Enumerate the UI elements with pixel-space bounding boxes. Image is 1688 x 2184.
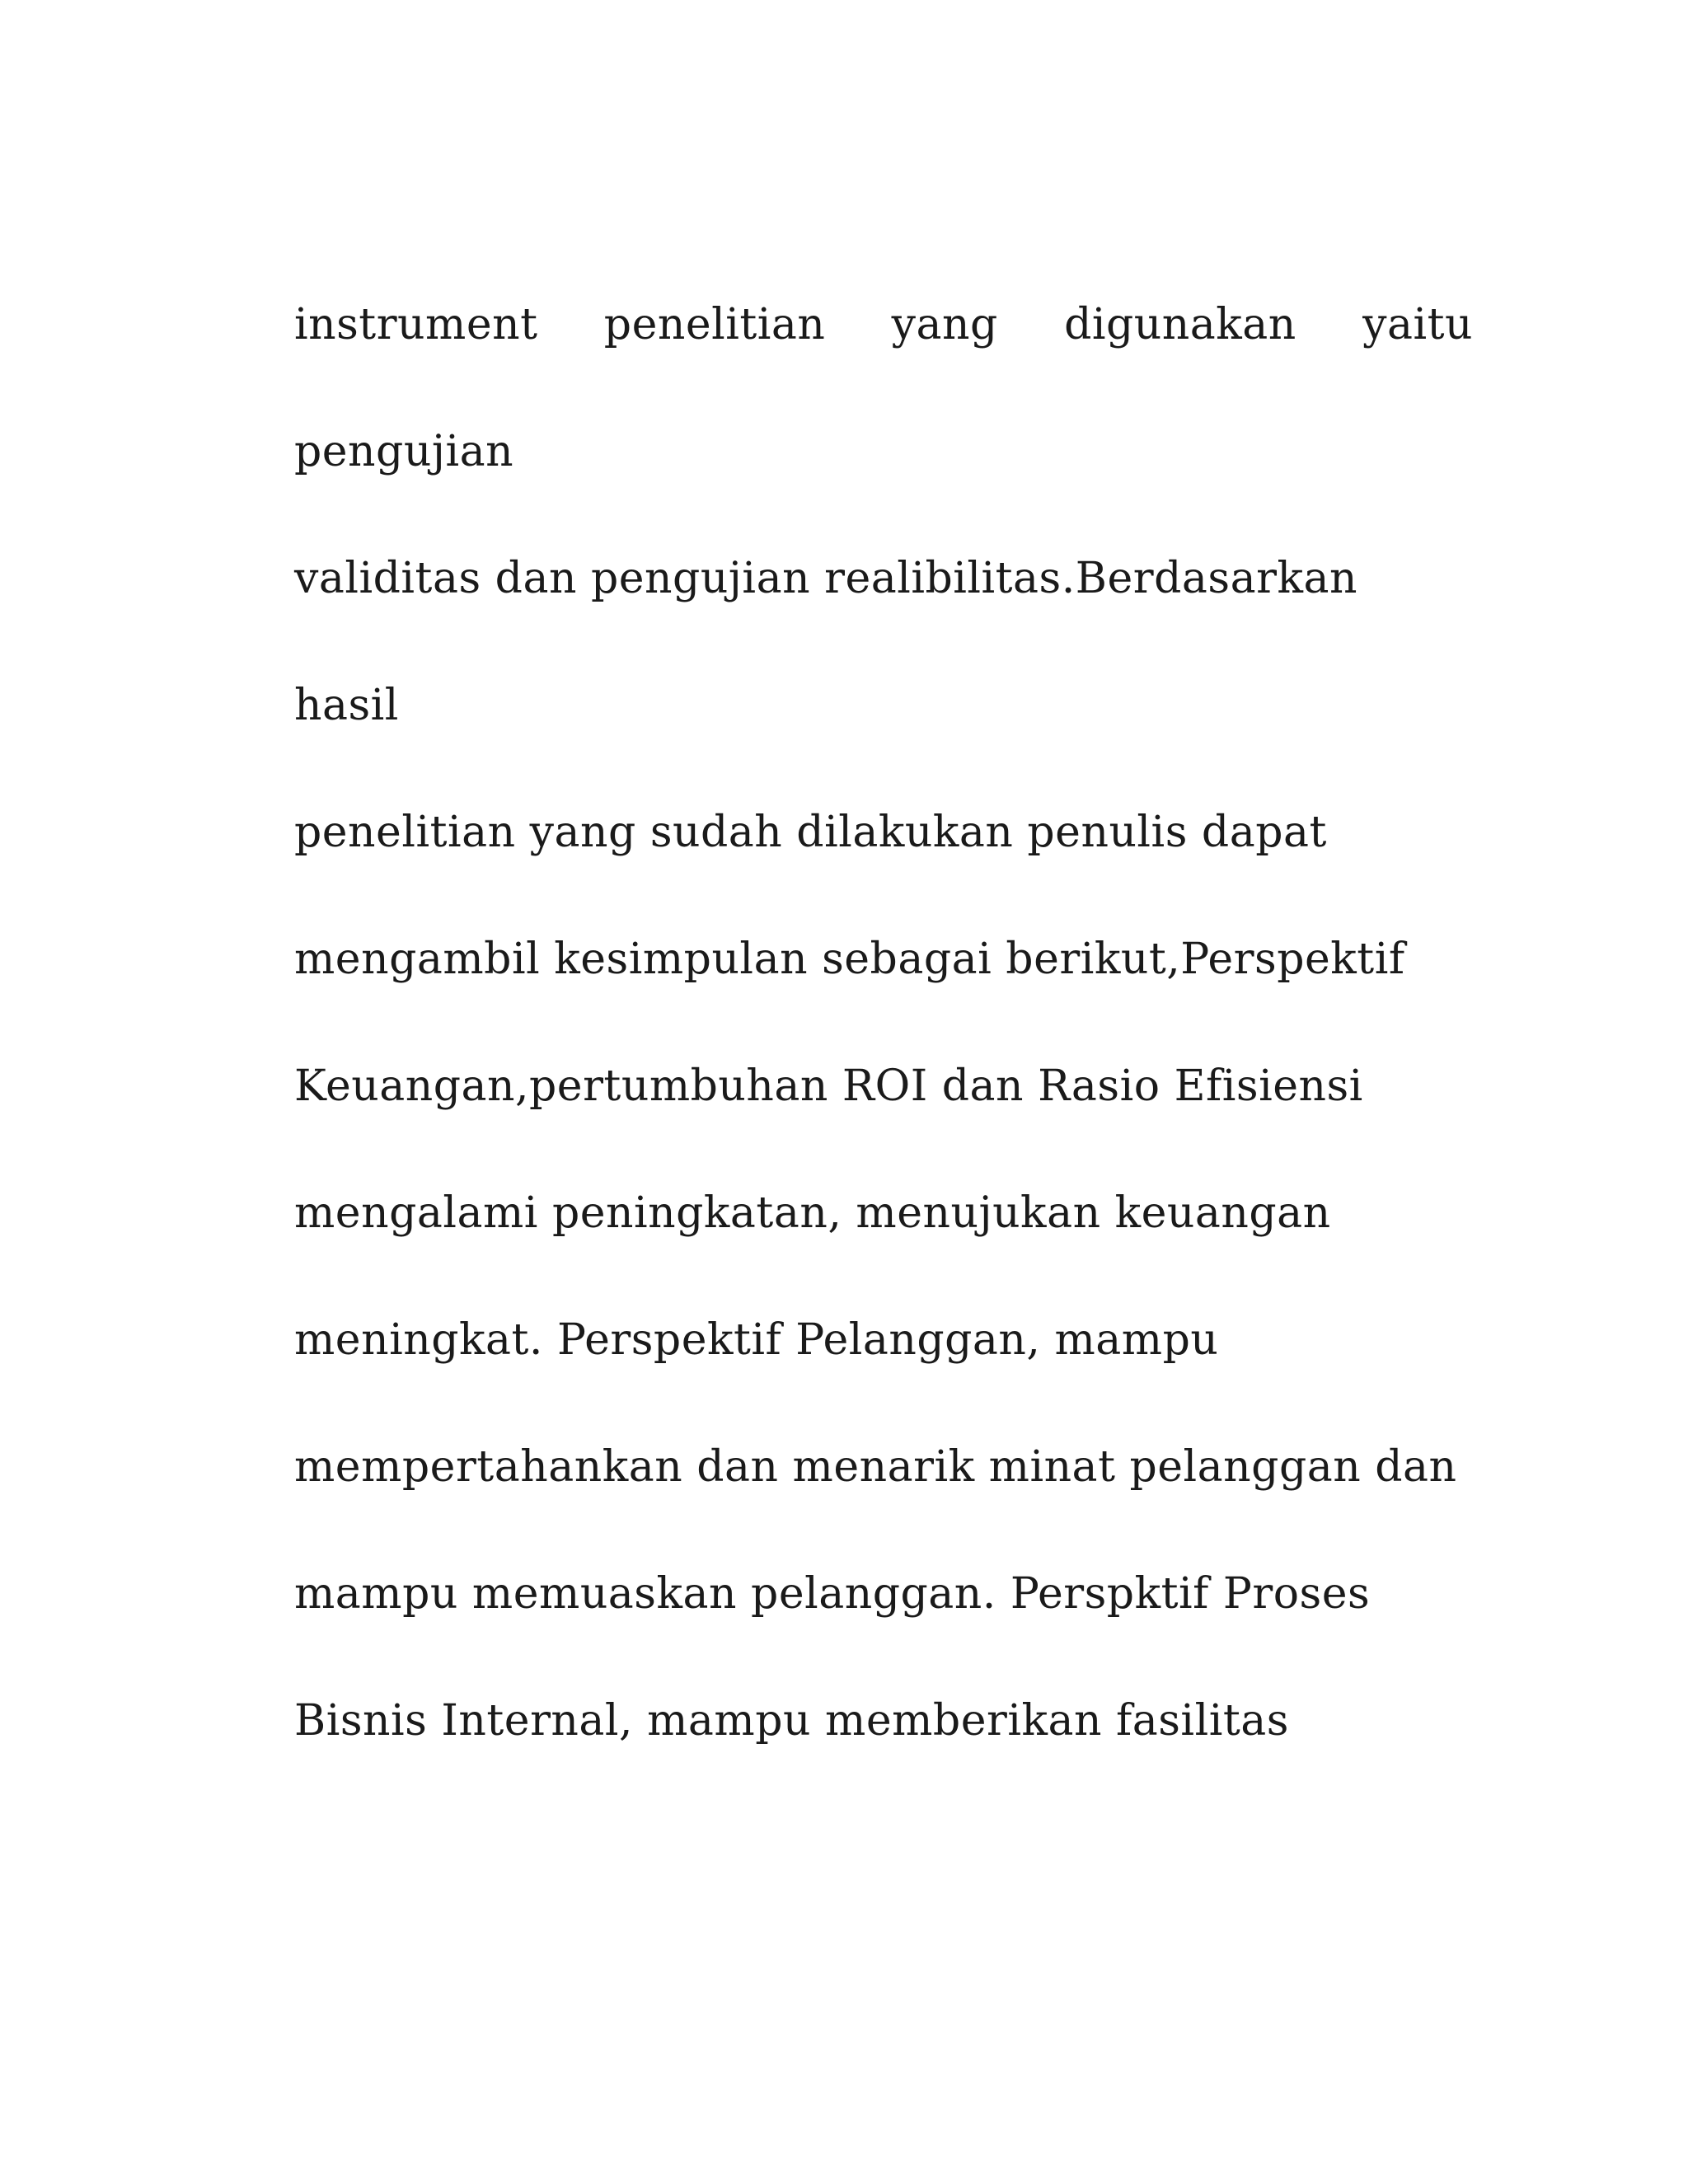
text-line: validitas dan pengujian realibilitas.Berdasarkan [294,554,1357,603]
word: digunakan [1064,300,1296,349]
text-line: pengujian [294,427,514,476]
text-line: penelitian yang sudah dilakukan penulis dapat [294,808,1327,857]
word: instrument [294,300,538,349]
text-line: meningkat. Perspektif Pelanggan, mampu [294,1315,1219,1365]
text-line: hasil [294,681,399,730]
text-line: Keuangan,pertumbuhan ROI dan Rasio Efisiensi [294,1062,1363,1111]
word: penelitian [603,300,826,349]
word: yaitu [1362,300,1473,349]
body-text [294,300,1473,1826]
text-line: mengalami peningkatan, menujukan keuangan [294,1188,1331,1238]
text-line: mengambil kesimpulan sebagai berikut,Perspektif [294,935,1405,984]
text-line-justified [294,300,1473,430]
text-line: mempertahankan dan menarik minat pelanggan dan [294,1442,1457,1492]
text-line: mampu memuaskan pelanggan. Perspktif Proses [294,1569,1371,1619]
text-line: Bisnis Internal, mampu memberikan fasilitas [294,1696,1289,1746]
word: yang [891,300,998,349]
